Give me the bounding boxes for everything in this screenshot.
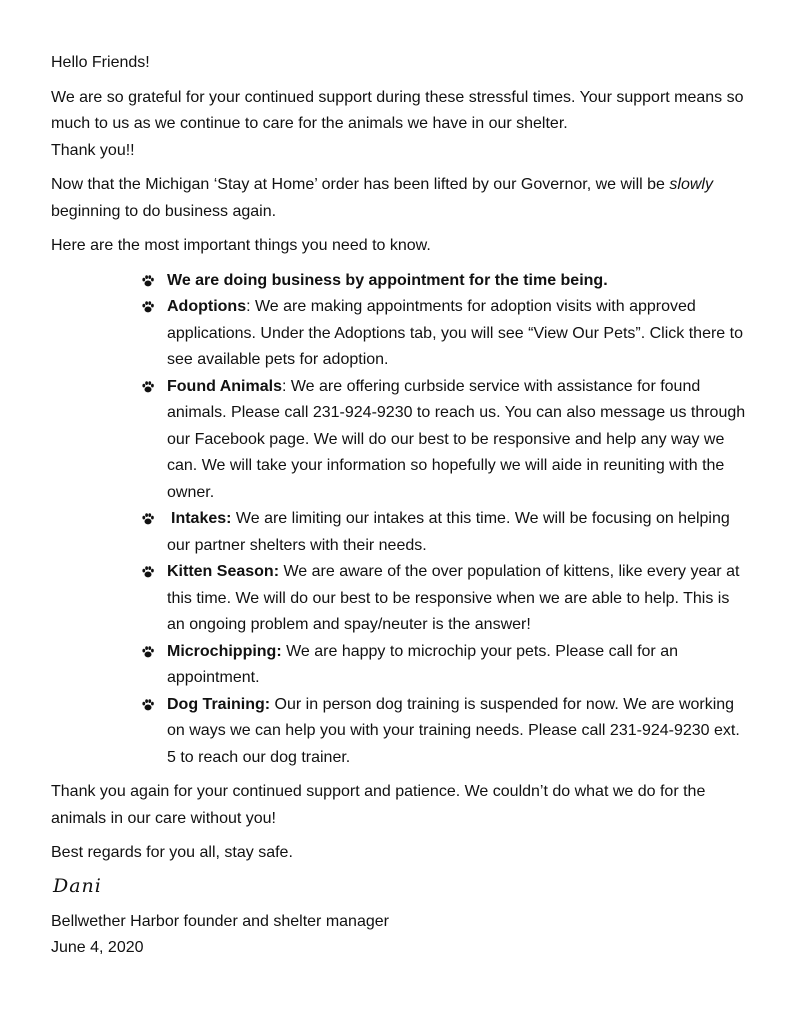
list-item <box>51 692 751 772</box>
item-title: Found Animals <box>167 377 282 395</box>
item-text: We are happy to microchip your pets. Please call for an appointment. <box>167 642 678 686</box>
item-title: Adoptions <box>167 298 247 315</box>
intro-paragraph: We are so grateful for your continued support during these stressful times. Your support means so much to us as we continue to care for the animals we have in our shelter. <box>51 88 744 132</box>
paw-print-icon <box>141 698 155 712</box>
item-text: : We are offering curbside service with assistance for found animals. Please call 231-924-9230 to reach us. You can also message us through our Facebook page. We will do our best to be responsive and help any way we can. We will take your information so hopefully we will aide in reuniting with the owner. <box>167 377 746 501</box>
item-title: Intakes: <box>171 510 232 527</box>
list-item <box>51 639 751 692</box>
list-item <box>51 294 751 374</box>
item-text: : We are making appointments for adoption visits with approved applications. Under the Adoptions tab, you will see “View Our Pets”. Click there to see available pets for adoption. <box>167 298 743 368</box>
paw-print-icon <box>141 645 155 659</box>
paw-print-icon <box>141 380 155 394</box>
item-text: We are aware of the over population of kittens, like every year at this time. We will do our best to be responsive when we are able to help. This is an ongoing problem and spay/neuter is the answer! <box>167 563 740 633</box>
important-items-list <box>51 268 751 772</box>
item-title: Microchipping: <box>167 642 282 660</box>
paw-print-icon <box>141 565 155 579</box>
reopening-text-a: Now that the Michigan ‘Stay at Home’ order has been lifted by our Governor, we will be <box>51 176 670 193</box>
paw-print-icon <box>141 274 155 288</box>
closing-paragraph: Thank you again for your continued support and patience. We couldn’t do what we do for the animals in our care without you! <box>51 783 706 827</box>
list-intro: Here are the most important things you need to know. <box>51 237 431 254</box>
greeting: Hello Friends! <box>51 54 150 71</box>
intro-thanks: Thank you!! <box>51 141 135 159</box>
list-item <box>51 268 751 295</box>
signature: Dani <box>53 874 102 897</box>
closing-regards: Best regards for you all, stay safe. <box>51 844 293 861</box>
letter-date: June 4, 2020 <box>51 939 144 956</box>
list-item <box>51 374 751 507</box>
list-item <box>51 506 751 559</box>
reopening-paragraph <box>51 172 751 225</box>
item-title: Kitten Season: <box>167 563 280 580</box>
item-title: Dog Training: <box>167 695 271 713</box>
item-title: We are doing business by appointment for the time being. <box>167 271 608 289</box>
item-text: Our in person dog training is suspended for now. We are working on ways we can help you with your training needs. Please call 231-924-9230 ext. 5 to reach our dog trainer. <box>167 695 740 766</box>
item-text: We are limiting our intakes at this time. We will be focusing on helping our partner shelters with their needs. <box>167 510 730 554</box>
signer-title: Bellwether Harbor founder and shelter manager <box>51 912 389 930</box>
paw-print-icon <box>141 300 155 314</box>
reopening-text-b: beginning to do business again. <box>51 202 277 220</box>
reopening-emphasis: slowly <box>669 176 713 193</box>
letter-page <box>51 50 751 962</box>
list-item <box>51 559 751 639</box>
paw-print-icon <box>141 512 155 526</box>
